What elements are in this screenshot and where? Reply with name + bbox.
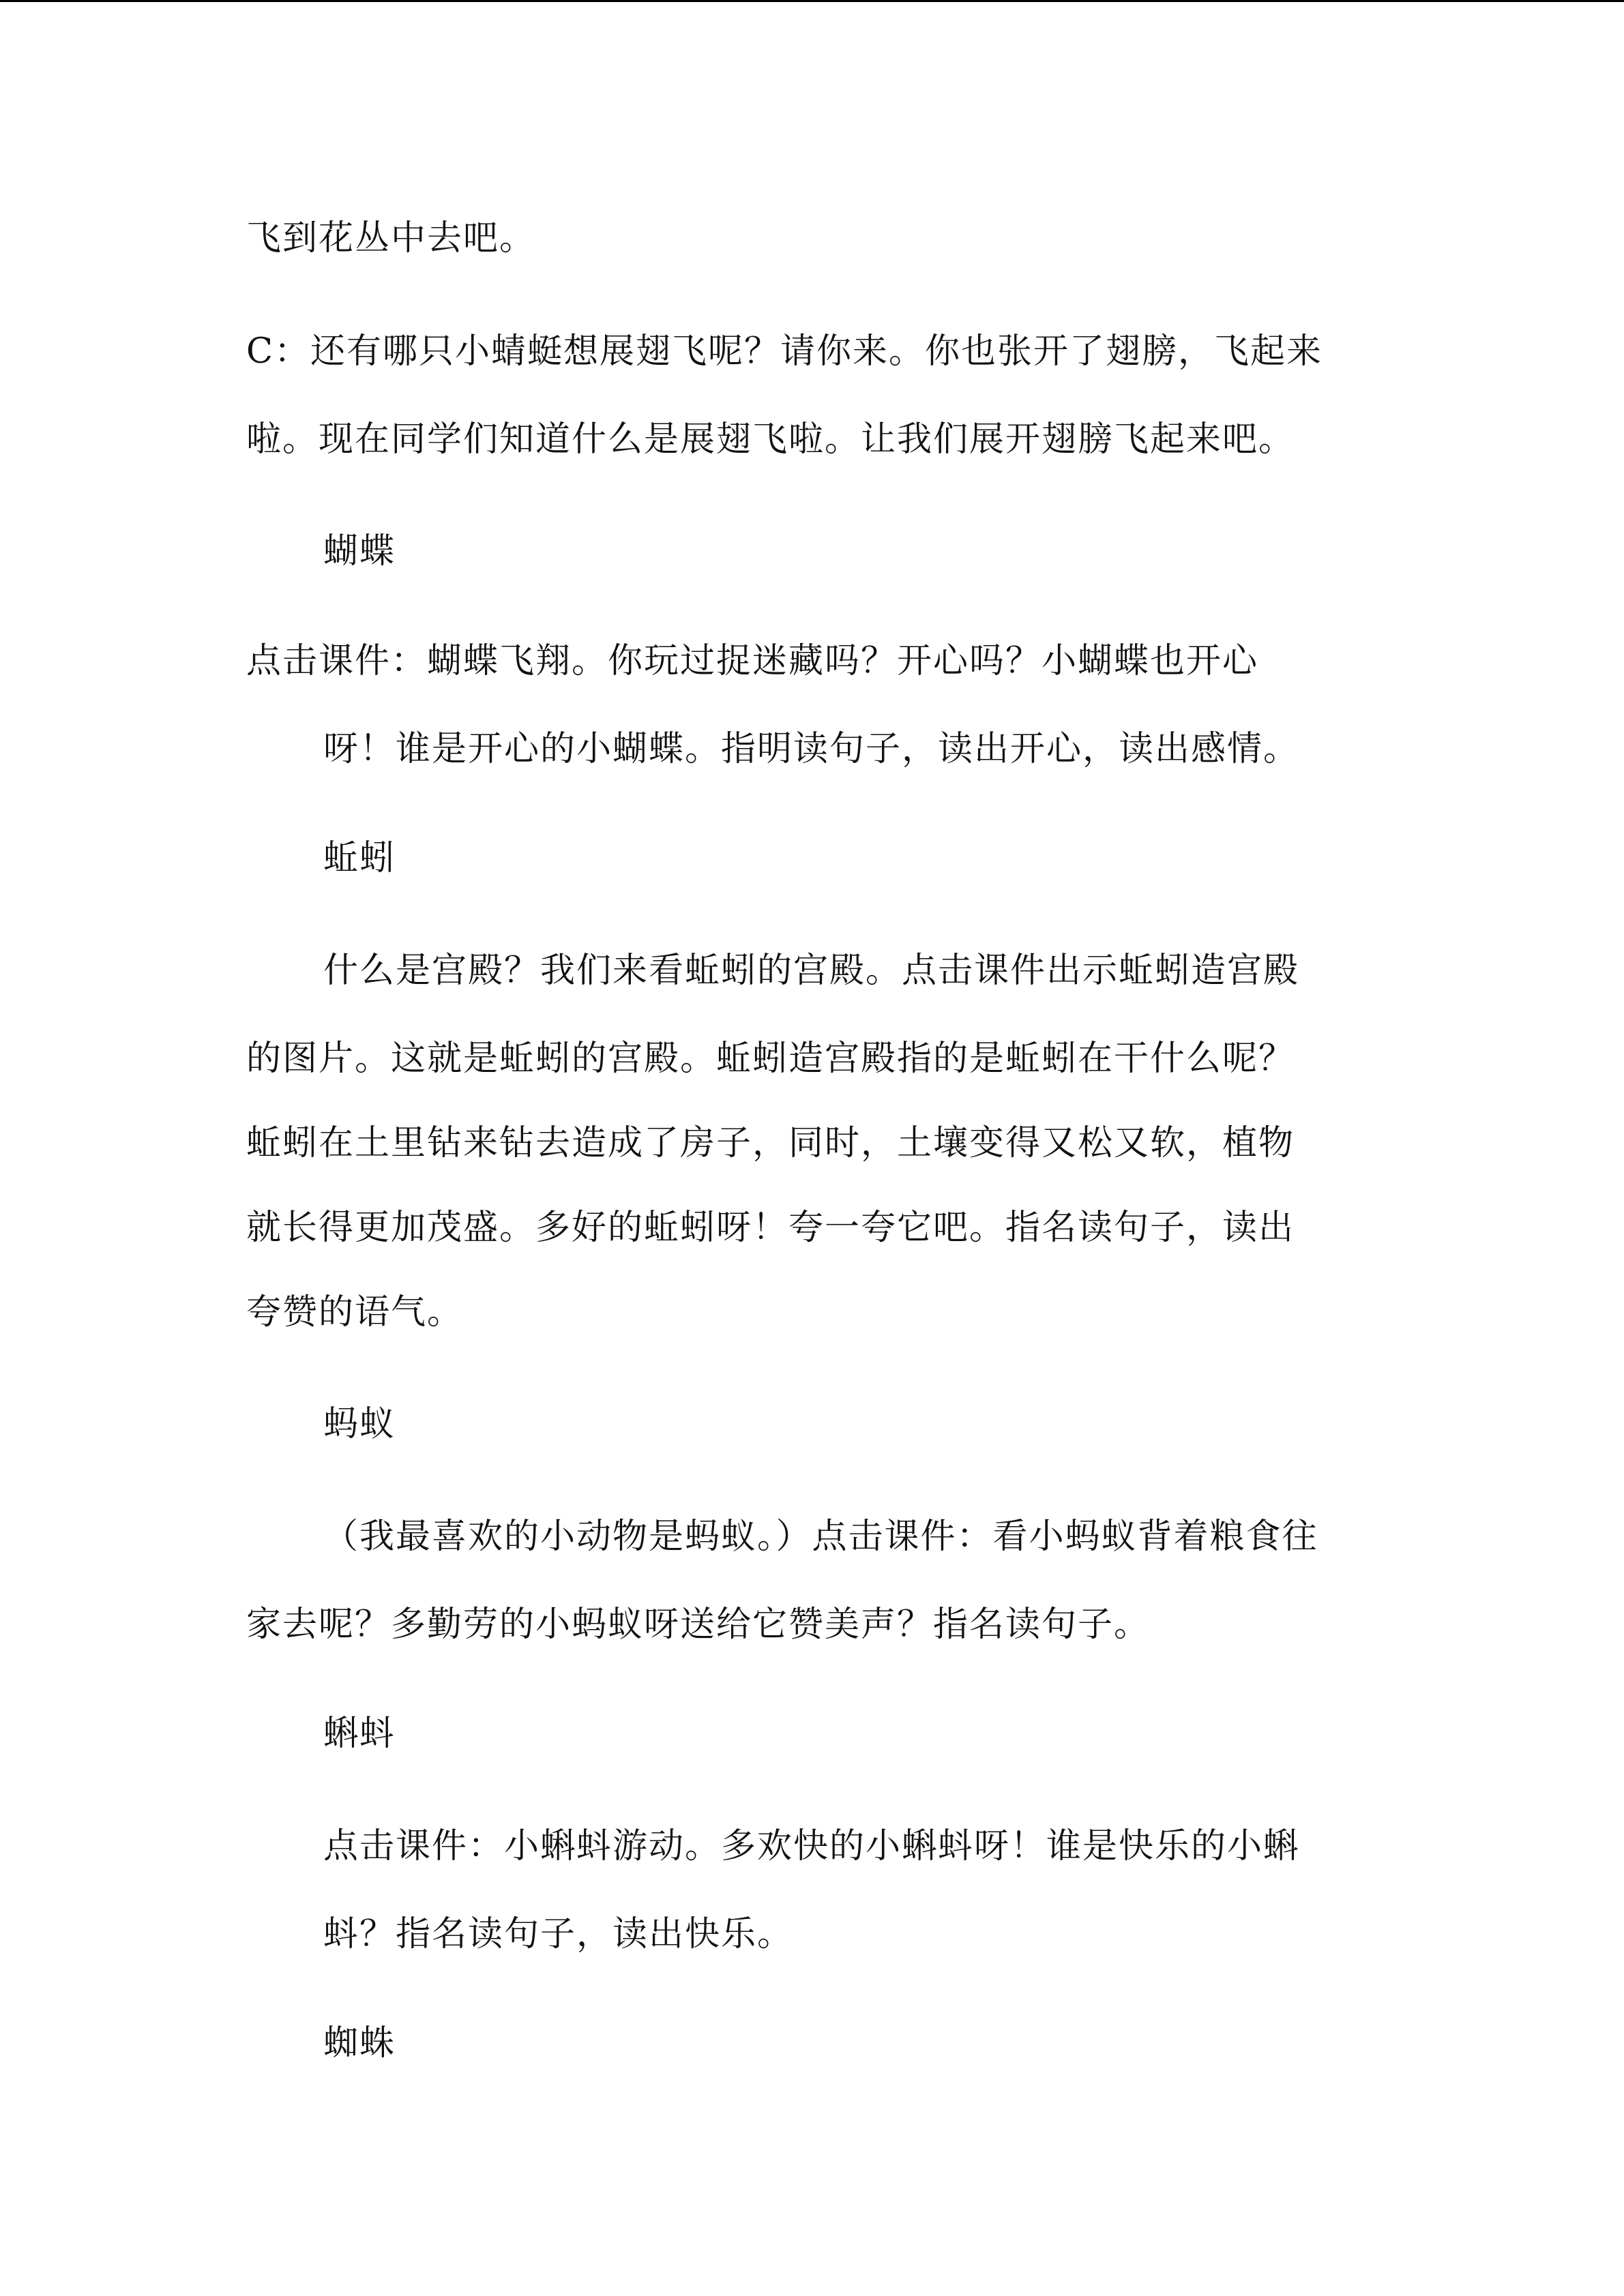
text-line: （我最喜欢的小动物是蚂蚁。）点击课件：看小蚂蚁背着粮食往: [323, 1517, 1318, 1557]
text-line: 家去呢？多勤劳的小蚂蚁呀送给它赞美声？指名读句子。: [246, 1605, 1151, 1645]
section-heading-ant: 蚂蚁: [323, 1404, 396, 1444]
text-line: 蚯蚓在土里钻来钻去造成了房子，同时，土壤变得又松又软，植物: [246, 1123, 1295, 1163]
text-line: 点击课件：蝴蝶飞翔。你玩过捉迷藏吗？开心吗？小蝴蝶也开心: [246, 641, 1259, 681]
text-line: 夸赞的语气。: [246, 1292, 464, 1332]
text-line: C：还有哪只小蜻蜓想展翅飞呢？请你来。你也张开了翅膀，飞起来: [246, 331, 1323, 372]
text-line: 什么是宫殿？我们来看蚯蚓的宫殿。点击课件出示蚯蚓造宫殿: [323, 951, 1300, 991]
section-heading-earthworm: 蚯蚓: [323, 838, 396, 878]
section-heading-tadpole: 蝌蚪: [323, 1714, 396, 1754]
section-heading-butterfly: 蝴蝶: [323, 531, 396, 571]
text-line: 蚪？指名读句子，读出快乐。: [323, 1914, 794, 1954]
text-line: 点击课件：小蝌蚪游动。多欢快的小蝌蚪呀！谁是快乐的小蝌: [323, 1826, 1300, 1866]
section-heading-spider: 蜘蛛: [323, 2023, 396, 2063]
text-line: 的图片。这就是蚯蚓的宫殿。蚯蚓造宫殿指的是蚯蚓在干什么呢？: [246, 1039, 1295, 1079]
text-line: 啦。现在同学们知道什么是展翅飞啦。让我们展开翅膀飞起来吧。: [246, 419, 1295, 460]
text-line: 飞到花丛中去吧。: [246, 218, 536, 258]
page-top-border: [0, 0, 1624, 2]
text-line: 就长得更加茂盛。多好的蚯蚓呀！夸一夸它吧。指名读句子，读出: [246, 1208, 1295, 1248]
text-line: 呀！谁是开心的小蝴蝶。指明读句子，读出开心，读出感情。: [323, 729, 1300, 769]
